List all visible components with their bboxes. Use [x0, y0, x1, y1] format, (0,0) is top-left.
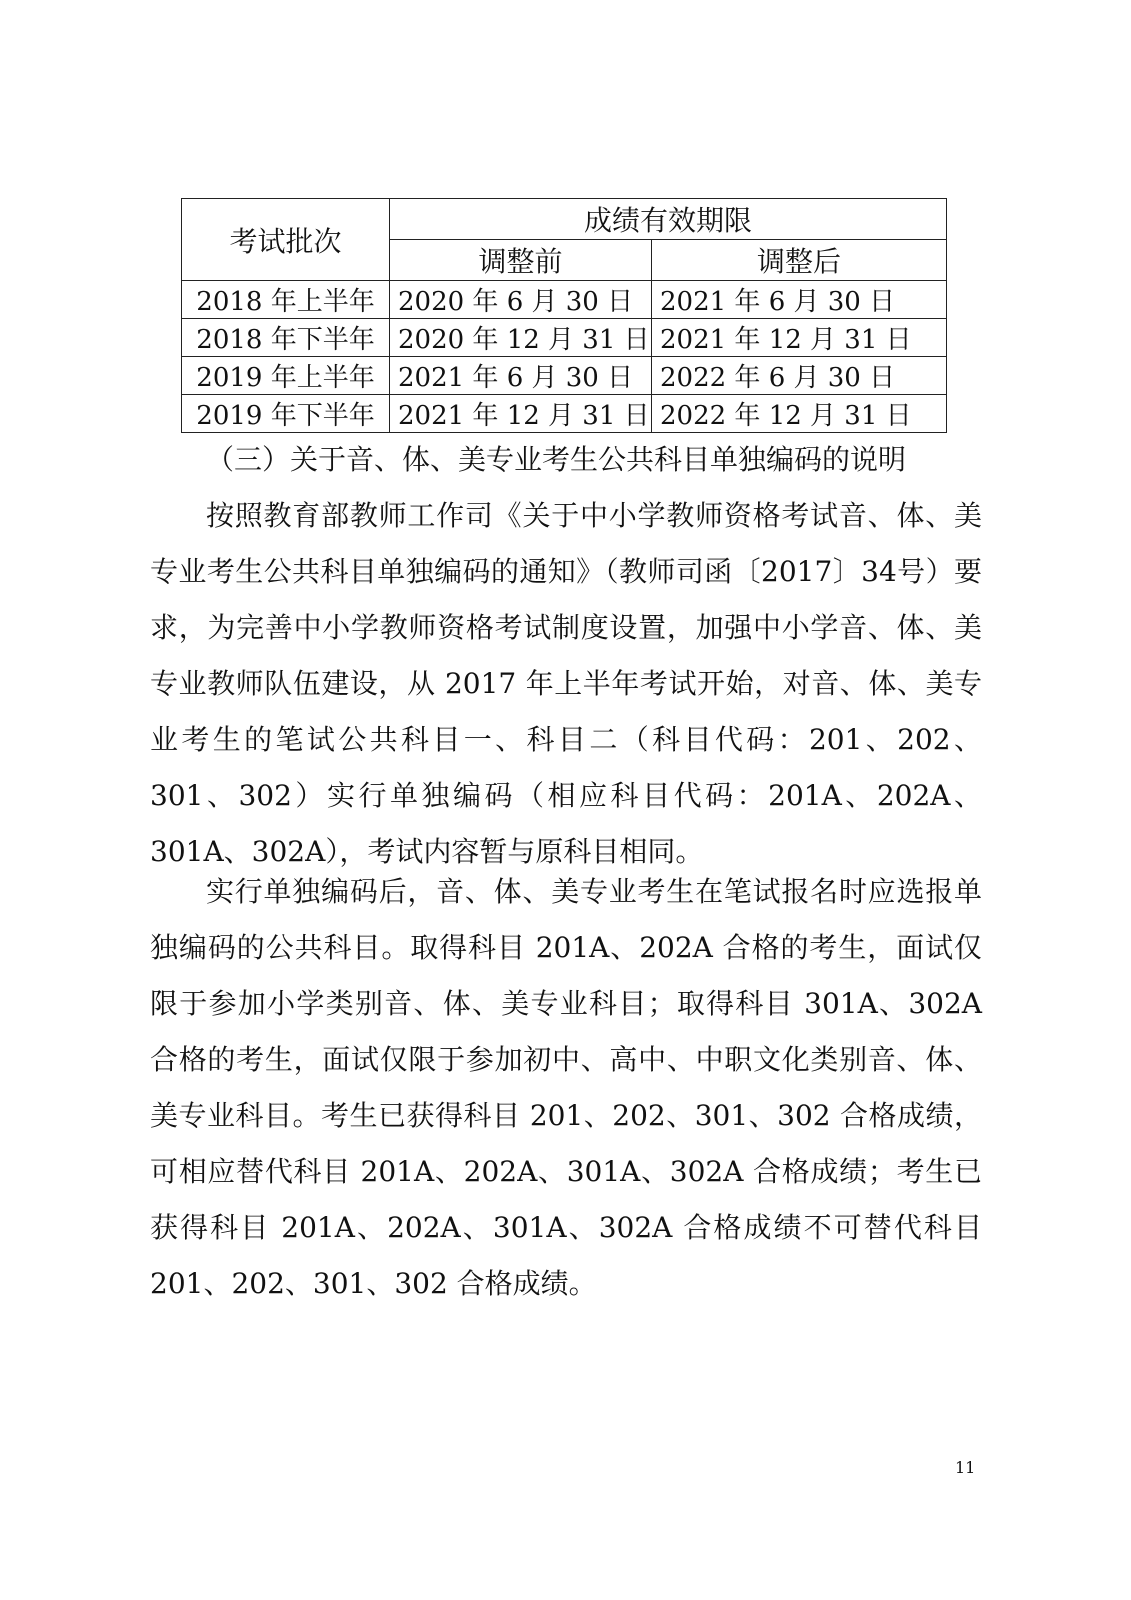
header-exam-batch: 考试批次 — [182, 199, 390, 281]
cell-before: 2021 年 12 月 31 日 — [390, 395, 652, 433]
section-heading: （三）关于音、体、美专业考生公共科目单独编码的说明 — [206, 443, 907, 476]
cell-before: 2021 年 6 月 30 日 — [390, 357, 652, 395]
table-row — [182, 357, 947, 395]
body-paragraph-2: 实行单独编码后，音、体、美专业考生在笔试报名时应选报单独编码的公共科目。取得科目 201A、202A 合格的考生，面试仅限于参加小学类别音、体、美专业科目；取得科目 301A、302A 合格的考生，面试仅限于参加初中、高中、中职文化类别音、体、美专业科目。考生已获得科目 201、202、301、302 合格成绩，可相应替代科目 201A、202A、301A、302A 合格成绩；考生已获得科目 201A、202A、301A、302A 合格成绩不可替代科目 201、202、301、302 合格成绩。 — [150, 875, 982, 1300]
cell-after: 2021 年 6 月 30 日 — [652, 281, 947, 319]
header-validity-period: 成绩有效期限 — [390, 199, 947, 240]
cell-after: 2021 年 12 月 31 日 — [652, 319, 947, 357]
body-paragraph-1: 按照教育部教师工作司《关于中小学教师资格考试音、体、美专业考生公共科目单独编码的通知》（教师司函〔2017〕34号）要求，为完善中小学教师资格考试制度设置，加强中小学音、体、美专业教师队伍建设，从 2017 年上半年考试开始，对音、体、美专业考生的笔试公共科目一、科目二（科目代码：201、202、301、302）实行单独编码（相应科目代码：201A、202A、301A、302A），考试内容暂与原科目相同。 — [150, 499, 982, 868]
cell-batch: 2019 年上半年 — [182, 357, 390, 395]
table-row — [182, 281, 947, 319]
header-after-adjustment: 调整后 — [652, 240, 947, 281]
table-header-row — [182, 199, 947, 240]
validity-period-table — [181, 198, 947, 433]
cell-after: 2022 年 12 月 31 日 — [652, 395, 947, 433]
page-number: 11 — [955, 1458, 976, 1477]
cell-after: 2022 年 6 月 30 日 — [652, 357, 947, 395]
cell-batch: 2018 年下半年 — [182, 319, 390, 357]
cell-before: 2020 年 6 月 30 日 — [390, 281, 652, 319]
table-row — [182, 395, 947, 433]
cell-batch: 2018 年上半年 — [182, 281, 390, 319]
cell-batch: 2019 年下半年 — [182, 395, 390, 433]
cell-before: 2020 年 12 月 31 日 — [390, 319, 652, 357]
header-before-adjustment: 调整前 — [390, 240, 652, 281]
table-row — [182, 319, 947, 357]
